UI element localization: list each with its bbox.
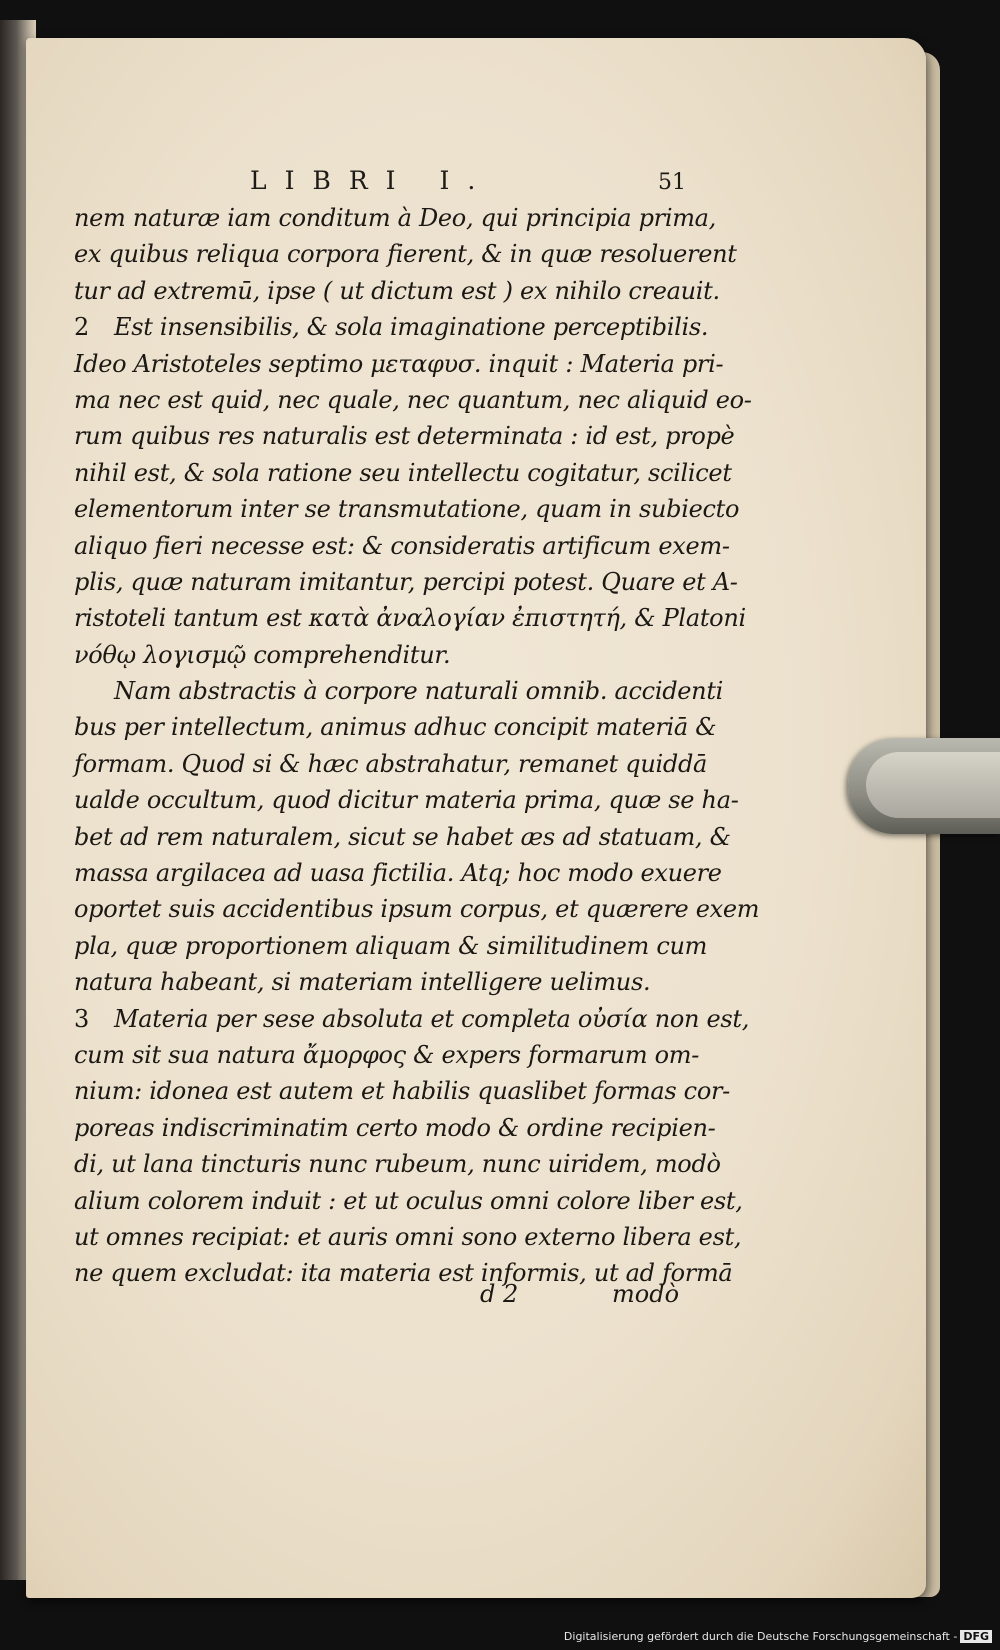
text-line <box>74 564 738 600</box>
text-line <box>74 346 724 382</box>
catchword: modò <box>612 1280 680 1308</box>
attribution-text: Digitalisierung gefördert durch die Deutsche Forschungsgemeinschaft - <box>563 1630 958 1643</box>
text-line <box>74 1073 730 1109</box>
text-line <box>74 819 731 855</box>
page-number: 51 <box>658 170 686 195</box>
line-text: massa argilacea ad uasa fictilia. Atq; hoc modo exuere <box>74 859 722 888</box>
text-line <box>74 1183 743 1219</box>
line-text: bus per intellectum, animus adhuc concipit materiā & <box>74 713 717 742</box>
text-line <box>74 382 752 418</box>
text-line <box>74 746 708 782</box>
text-line <box>74 236 737 272</box>
line-text: ristoteli tantum est κατὰ ἀναλογίαν ἐπιστητή, & Platoni <box>74 604 746 633</box>
line-text: tur ad extremū, ipse ( ut dictum est ) ex nihilo creauit. <box>74 276 720 305</box>
line-text: alium colorem induit : et ut oculus omni colore liber est, <box>74 1186 743 1215</box>
text-line <box>74 1037 700 1073</box>
text-line <box>74 600 746 636</box>
line-text: nihil est, & sola ratione seu intellectu cogitatur, scilicet <box>74 458 732 487</box>
text-line <box>74 855 722 891</box>
text-line <box>74 964 684 1000</box>
text-line <box>74 637 684 673</box>
line-text: ex quibus reliqua corpora fierent, & in quæ resoluerent <box>74 240 737 269</box>
line-text: cum sit sua natura ἄμορφος & expers formarum om- <box>74 1040 700 1069</box>
line-text: nium: idonea est autem et habilis quaslibet formas cor- <box>74 1077 730 1106</box>
line-text: Materia per sese absoluta et completa οὐσία non est, <box>114 1004 750 1033</box>
text-line <box>74 1001 750 1037</box>
page-clip-face <box>866 752 1000 818</box>
text-line <box>74 200 717 236</box>
line-text: νόθῳ λογισμῷ comprehenditur. <box>74 640 451 669</box>
text-line <box>74 1146 721 1182</box>
line-text: elementorum inter se transmutatione, quam in subiecto <box>74 495 740 524</box>
text-line <box>74 528 730 564</box>
line-text: Ideo Aristoteles septimo μεταφυσ. inquit : Materia pri- <box>74 349 724 378</box>
line-text: bet ad rem naturalem, sicut se habet æs ad statuam, & <box>74 822 731 851</box>
text-line <box>74 1110 716 1146</box>
body-text <box>74 200 760 1292</box>
text-line <box>74 673 724 709</box>
text-line <box>74 782 739 818</box>
dfg-logo: DFG <box>960 1630 992 1643</box>
text-line <box>74 309 709 345</box>
line-text: ne quem excludat: ita materia est informis, ut ad formā <box>74 1259 733 1288</box>
text-line <box>74 709 717 745</box>
line-text: di, ut lana tincturis nunc rubeum, nunc uiridem, modò <box>74 1150 721 1179</box>
text-line <box>74 455 732 491</box>
text-line <box>74 273 720 309</box>
text-line <box>74 891 760 927</box>
margin-numeral: 3 <box>74 1004 89 1033</box>
line-text: nem naturæ iam conditum à Deo, qui principia prima, <box>74 204 717 232</box>
signature-mark: d 2 <box>480 1280 519 1308</box>
page-clip <box>848 738 1000 834</box>
line-text: natura habeant, si materiam intelligere uelimus. <box>74 968 651 997</box>
text-line <box>74 491 740 527</box>
text-line <box>74 1255 733 1291</box>
attribution-bar <box>560 1629 996 1644</box>
line-text: plis, quæ naturam imitantur, percipi potest. Quare et A- <box>74 567 738 596</box>
line-text: ualde occultum, quod dicitur materia prima, quæ se ha- <box>74 786 739 815</box>
line-text: rum quibus res naturalis est determinata : id est, propè <box>74 422 735 451</box>
line-text: oportet suis accidentibus ipsum corpus, et quærere exem <box>74 895 760 924</box>
line-text: Est insensibilis, & sola imaginatione perceptibilis. <box>114 313 709 342</box>
line-text: ut omnes recipiat: et auris omni sono externo libera est, <box>74 1222 742 1251</box>
line-text: poreas indiscriminatim certo modo & ordine recipien- <box>74 1113 716 1142</box>
margin-numeral: 2 <box>74 313 89 342</box>
line-text: pla, quæ proportionem aliquam & similitudinem cum <box>74 931 708 960</box>
line-text: ma nec est quid, nec quale, nec quantum, nec aliquid eo- <box>74 385 752 414</box>
line-text: formam. Quod si & hæc abstrahatur, remanet quiddā <box>74 749 708 778</box>
line-text: Nam abstractis à corpore naturali omnib. accidenti <box>114 677 724 706</box>
text-line <box>74 418 735 454</box>
text-line <box>74 1219 742 1255</box>
line-text: aliquo fieri necesse est: & consideratis artificum exem- <box>74 531 730 560</box>
running-title: LIBRI I. <box>250 166 494 195</box>
text-line <box>74 928 708 964</box>
